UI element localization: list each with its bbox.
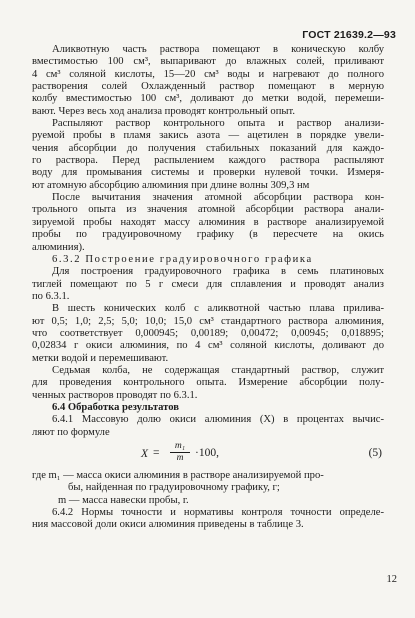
text-line: После вычитания значения атомной абсорбции раствора кон- — [52, 192, 384, 204]
text-line: ляют по формуле — [32, 426, 110, 438]
text-line: пробы по градуировочному графику (в пересчете на окись — [32, 229, 384, 241]
text-line: 0,02834 г окиси алюминия, по 4 см³ соляной кислоты, доливают до — [32, 340, 384, 352]
text-line: зируемой пробы находят массу алюминия в растворе анализируемой — [32, 216, 384, 228]
text-line: руемой пробы в пламя закись азота — ацетилен в порядке увели- — [32, 130, 384, 142]
definition-line: m — масса навески пробы, г. — [58, 494, 189, 506]
text-line: го раствора. Перед распылением каждого раствора распыляют — [32, 155, 384, 167]
text-line: Седьмая колба, не содержащая стандартный раствор, служит — [52, 364, 384, 376]
text-line: растворения солей Охлажденный раствор помещают в мерную — [32, 81, 384, 93]
formula-numerator: m₁ — [174, 441, 186, 451]
text-line: 6.4.2 Нормы точности и нормативы контроля точности определе- — [52, 507, 384, 519]
formula — [32, 441, 384, 467]
text-line: чения абсорбции до получения стабильных показаний для каждо- — [32, 142, 384, 154]
standard-header: ГОСТ 21639.2—93 — [302, 29, 396, 41]
definition-line: где m₁ — масса окиси алюминия в растворе анализируемой про- — [32, 470, 324, 481]
text-line: тиглей помещают по 5 г смеси для сплавления и проводят анализ — [32, 278, 384, 290]
definition-line: бы, найденная по градуировочному графику, г; — [68, 482, 280, 494]
text-line: Распыляют раствор контрольного опыта и раствор анализи- — [52, 118, 384, 130]
text-line: по 6.3.1. — [32, 290, 70, 302]
section-heading: 6.3.2 Построение градуировочного графика — [52, 253, 313, 265]
section-heading: 6.4 Обработка результатов — [52, 401, 179, 413]
text-line: ченных растворов проводят по 6.3.1. — [32, 389, 198, 401]
text-line: ют атомную абсорбцию алюминия при длине волны 309,3 нм — [32, 179, 310, 191]
text-line: для проведения контрольного опыта. Измерение абсорбции полу- — [32, 377, 384, 389]
text-line: трольного опыта из значения атомной абсорбции раствора анали- — [32, 204, 384, 216]
text-line: 6.4.1 Массовую долю окиси алюминия (X) в процентах вычис- — [52, 414, 384, 426]
text-line: Аликвотную часть раствора помещают в коническую колбу — [52, 44, 384, 55]
body-text — [32, 44, 384, 532]
formula-denominator: m — [176, 453, 184, 463]
text-line: Для построения градуировочного графика в семь платиновых — [52, 266, 384, 278]
text-line: воду для промывания системы и проверки нулевой точки. Измеря- — [32, 167, 384, 179]
text-line: колбу вместимостью 100 см³, доливают до метки водой, перемеши- — [32, 93, 384, 105]
text-line: 4 см³ соляной кислоты, 15—20 см³ воды и нагревают до полного — [32, 68, 384, 80]
formula-fraction — [169, 441, 191, 464]
text-line: вместимостью 100 см³, выпаривают до влажных солей, приливают — [32, 56, 384, 68]
text-line: В шесть конических колб с аликвотной частью плава прилива- — [52, 303, 384, 315]
text-line: вают. Через весь ход анализа проводят контрольный опыт. — [32, 105, 295, 117]
text-line: что соответствует 0,000945; 0,00189; 0,00472; 0,00945; 0,018895; — [32, 327, 384, 339]
page-number: 12 — [386, 574, 397, 585]
formula-equals: = — [153, 447, 160, 459]
text-line: ния массовой доли окиси алюминия приведены в таблице 3. — [32, 519, 304, 531]
text-line: алюминия). — [32, 241, 85, 253]
text-line: ют 0,5; 1,0; 2,5; 5,0; 10,0; 15,0 см³ стандартного раствора алюминия, — [32, 315, 384, 327]
formula-variable: X — [141, 448, 149, 460]
formula-definitions — [32, 470, 384, 507]
text-line: метки водой и перемешивают. — [32, 352, 169, 364]
formula-number: (5) — [368, 447, 382, 459]
formula-multiplier: ·100, — [195, 447, 219, 459]
